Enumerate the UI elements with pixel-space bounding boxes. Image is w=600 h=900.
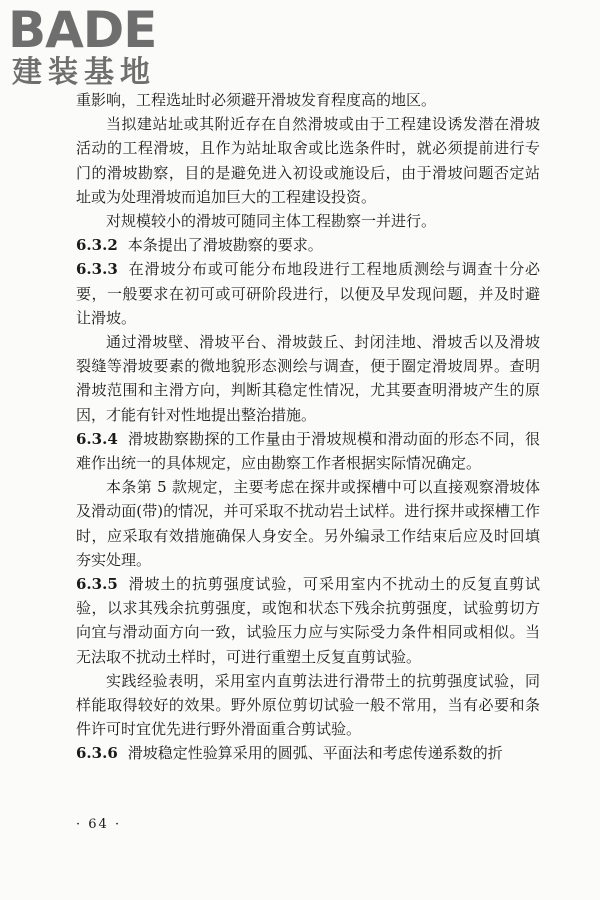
section-text: 滑坡稳定性验算采用的圆弧、平面法和考虑传递系数的折 — [127, 744, 503, 763]
body-paragraph: 通过滑坡壁、滑坡平台、滑坡鼓丘、封闭洼地、滑坡舌以及滑坡裂缝等滑坡要素的微地貌形态测绘与调查，便于圈定滑坡周界。查明滑坡范围和主滑方向，判断其稳定性情况，尤其要查明滑坡产生的原因，才能有针对性地提出整治措施。 — [76, 333, 540, 424]
body-paragraph: 本条第 5 款规定，主要考虑在探井或探槽中可以直接观察滑坡体及滑动面(带)的情况，并可采取不扰动岩土试样。进行探井或探槽工作时，应采取有效措施确保人身安全。另外编录工作结束后应及时回填夯实处理。 — [76, 478, 540, 569]
logo — [8, 1, 178, 94]
body-paragraph: 实践经验表明，采用室内直剪法进行滑带土的抗剪强度试验，同样能取得较好的效果。野外原位剪切试验一般不常用，当有必要和条件许可时宜优先进行野外滑面重合剪试验。 — [76, 671, 540, 739]
section-paragraph — [76, 427, 540, 475]
section-number: 6.3.5 — [76, 575, 118, 594]
section-number: 6.3.3 — [76, 260, 118, 279]
section-text: 滑坡土的抗剪强度试验，可采用室内不扰动土的反复直剪试验，以求其残余抗剪强度，或饱和状态下残余抗剪强度，试验剪切方向宜与滑动面方向一致，试验压力应与实际受力条件相同或相似。当无法取不扰动土样时，可进行重塑土反复直剪试验。 — [76, 575, 540, 666]
section-paragraph — [76, 572, 540, 669]
section-text: 滑坡勘察勘探的工作量由于滑坡规模和滑动面的形态不同，很难作出统一的具体规定，应由勘察工作者根据实际情况确定。 — [76, 429, 540, 473]
body-paragraph: 重影响，工程选址时必须避开滑坡发育程度高的地区。 — [76, 91, 437, 109]
body-paragraph: 当拟建站址或其附近存在自然滑坡或由于工程建设诱发潜在滑坡活动的工程滑坡，且作为站址取舍或比选条件时，就必须提前进行专门的滑坡勘察，目的是避免进入初设或施设后，由于滑坡问题否定站址或为处理滑坡而追加巨大的工程建设投资。 — [76, 115, 540, 206]
section-paragraph — [76, 741, 540, 765]
section-number: 6.3.6 — [76, 744, 118, 763]
body-paragraph: 对规模较小的滑坡可随同主体工程勘察一并进行。 — [106, 212, 437, 231]
section-text: 在滑坡分布或可能分布地段进行工程地质测绘与调查十分必要，一般要求在初可或可研阶段进行，以便及早发现问题，并及时避让滑坡。 — [76, 260, 540, 327]
section-text: 本条提出了滑坡勘察的要求。 — [127, 236, 323, 255]
section-paragraph — [76, 257, 540, 330]
section-number: 6.3.2 — [76, 236, 118, 255]
page-number: · 64 · — [76, 817, 122, 832]
logo-wordmark: BADE — [8, 1, 157, 59]
section-paragraph — [76, 233, 540, 257]
logo-chinese-text: 建装基地 — [12, 55, 156, 90]
document-body — [76, 88, 540, 766]
section-number: 6.3.4 — [76, 429, 118, 448]
